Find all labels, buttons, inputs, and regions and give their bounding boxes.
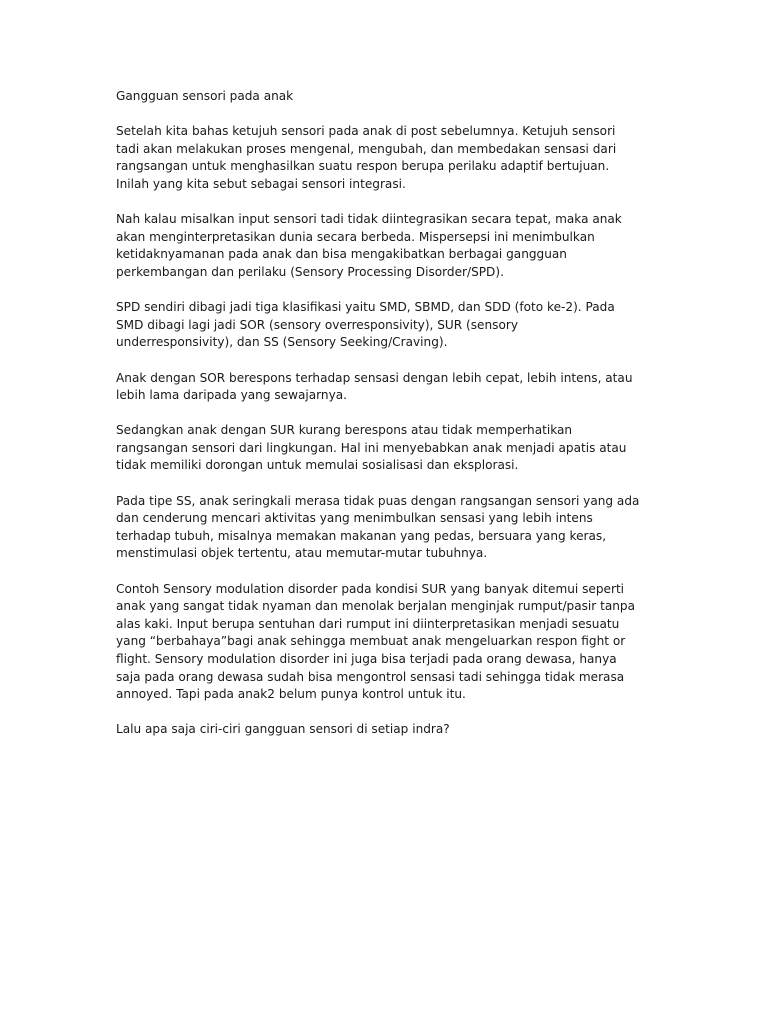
document-body (116, 88, 656, 757)
text-line: annoyed. Tapi pada anak2 belum punya kontrol untuk itu. (116, 687, 466, 702)
paragraph-2 (116, 211, 656, 281)
text-line: SPD sendiri dibagi jadi tiga klasifikasi yaitu SMD, SBMD, dan SDD (foto ke-2). Pada (116, 300, 615, 315)
text-line: perkembangan dan perilaku (Sensory Processing Disorder/SPD). (116, 264, 504, 279)
paragraph-6 (116, 493, 656, 563)
text-line: tidak memiliki dorongan untuk memulai sosialisasi dan eksplorasi. (116, 458, 519, 473)
text-line: Setelah kita bahas ketujuh sensori pada anak di post sebelumnya. Ketujuh sensori (116, 124, 616, 139)
text-line: saja pada orang dewasa sudah bisa mengontrol sensasi tadi sehingga tidak merasa (116, 669, 625, 684)
text-line: SMD dibagi lagi jadi SOR (sensory overresponsivity), SUR (sensory (116, 317, 518, 332)
text-line: anak yang sangat tidak nyaman dan menolak berjalan menginjak rumput/pasir tanpa (116, 599, 636, 614)
text-line: Sedangkan anak dengan SUR kurang berespons atau tidak memperhatikan (116, 423, 573, 438)
text-line: dan cenderung mencari aktivitas yang menimbulkan sensasi yang lebih intens (116, 511, 593, 526)
text-line: menstimulasi objek tertentu, atau memutar-mutar tubuhnya. (116, 546, 488, 561)
text-line: Nah kalau misalkan input sensori tadi tidak diintegrasikan secara tepat, maka anak (116, 212, 622, 227)
text-line: Contoh Sensory modulation disorder pada kondisi SUR yang banyak ditemui seperti (116, 581, 625, 596)
text-line: terhadap tubuh, misalnya memakan makanan yang pedas, bersuara yang keras, (116, 528, 607, 543)
text-line: rangsangan untuk menghasilkan suatu respon berupa perilaku adaptif bertujuan. (116, 159, 610, 174)
text-line: Inilah yang kita sebut sebagai sensori integrasi. (116, 176, 406, 191)
text-line: Pada tipe SS, anak seringkali merasa tidak puas dengan rangsangan sensori yang ada (116, 493, 640, 508)
text-line: Lalu apa saja ciri-ciri gangguan sensori di setiap indra? (116, 722, 450, 737)
text-line: tadi akan melakukan proses mengenal, mengubah, dan membedakan sensasi dari (116, 141, 617, 156)
text-line: rangsangan sensori dari lingkungan. Hal ini menyebabkan anak menjadi apatis atau (116, 440, 627, 455)
paragraph-7 (116, 581, 656, 704)
text-line: underresponsivity), dan SS (Sensory Seeking/Craving). (116, 335, 448, 350)
text-line: ketidaknyamanan pada anak dan bisa mengakibatkan berbagai gangguan (116, 247, 567, 262)
text-line: alas kaki. Input berupa sentuhan dari rumput ini diinterpretasikan menjadi sesuatu (116, 616, 620, 631)
document-title: Gangguan sensori pada anak (116, 89, 294, 103)
text-line: yang “berbahaya”bagi anak sehingga membuat anak mengeluarkan respon fight or (116, 634, 626, 649)
text-line: Anak dengan SOR berespons terhadap sensasi dengan lebih cepat, lebih intens, atau (116, 370, 633, 385)
paragraph-3 (116, 299, 656, 352)
text-line: akan menginterpretasikan dunia secara berbeda. Mispersepsi ini menimbulkan (116, 229, 595, 244)
text-line: lebih lama daripada yang sewajarnya. (116, 388, 347, 403)
paragraph-8 (116, 721, 656, 739)
text-line: flight. Sensory modulation disorder ini juga bisa terjadi pada orang dewasa, hanya (116, 652, 617, 666)
paragraph-4 (116, 370, 656, 405)
paragraph-1 (116, 123, 656, 193)
paragraph-5 (116, 422, 656, 475)
